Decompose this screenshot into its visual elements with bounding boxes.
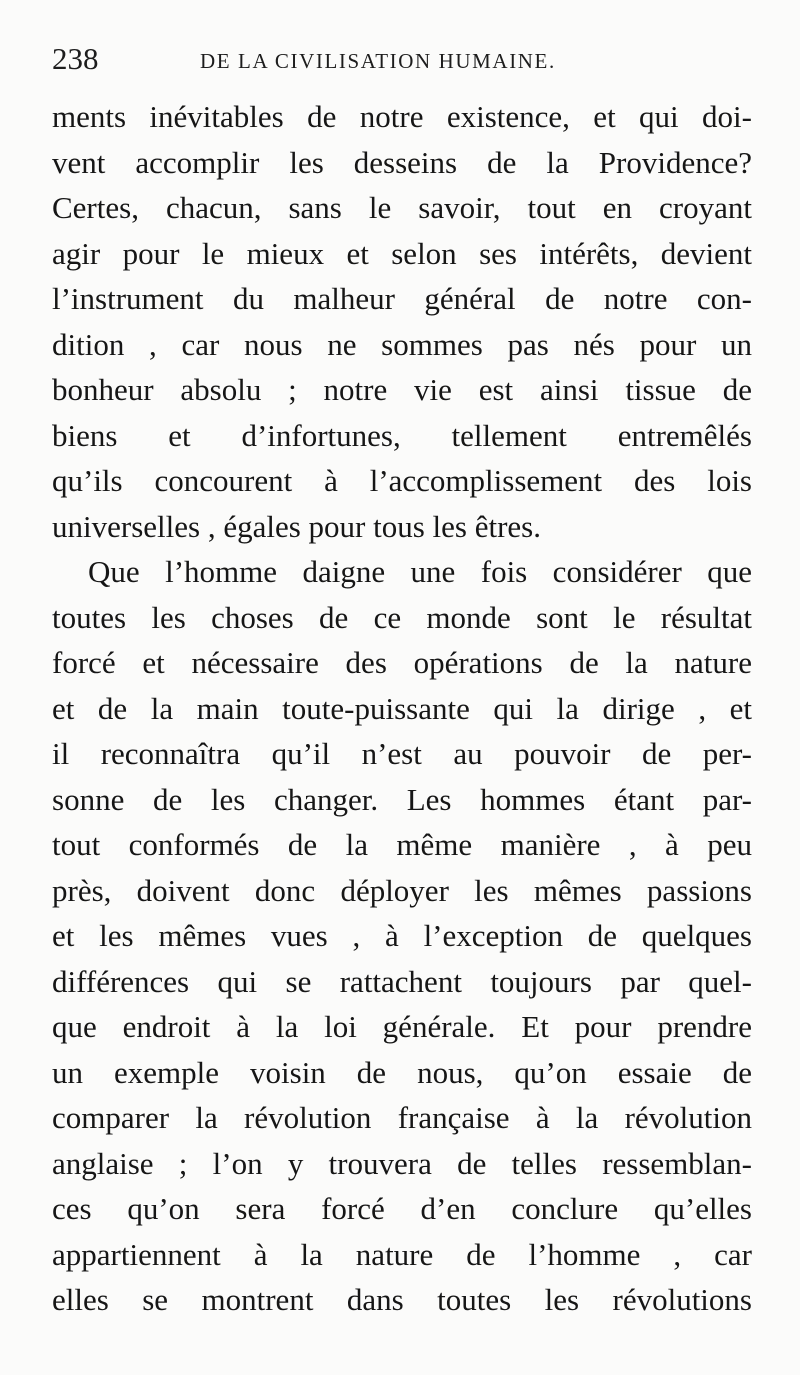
- text-line: vent accomplir les desseins de la Providence?: [52, 144, 752, 180]
- paragraph-first-line: Que l’homme daigne une fois considérer que: [88, 554, 752, 589]
- text-line: et de la main toute-puissante qui la dirige , et: [52, 690, 752, 726]
- text-line: qu’ils concourent à l’accomplissement des lois: [52, 463, 752, 498]
- text-line: différences qui se rattachent toujours par quel-: [52, 963, 752, 999]
- text-line: tout conformés de la même manière , à peu: [52, 827, 752, 862]
- text-line: anglaise ; l’on y trouvera de telles ressemblan-: [52, 1145, 752, 1181]
- text-line: ces qu’on sera forcé d’en conclure qu’elles: [52, 1191, 752, 1226]
- text-line: forcé et nécessaire des opérations de la nature: [52, 645, 752, 680]
- text-line: dition , car nous ne sommes pas nés pour un: [52, 326, 752, 362]
- text-line: que endroit à la loi générale. Et pour prendre: [52, 1009, 752, 1044]
- page-number: 238: [52, 41, 99, 76]
- text-line: sonne de les changer. Les hommes étant par-: [52, 781, 752, 817]
- text-line: l’instrument du malheur général de notre con-: [52, 281, 752, 316]
- text-line: un exemple voisin de nous, qu’on essaie de: [52, 1054, 752, 1090]
- text-line: Certes, chacun, sans le savoir, tout en croyant: [52, 190, 752, 225]
- text-line: il reconnaîtra qu’il n’est au pouvoir de per-: [52, 736, 752, 771]
- running-title: DE LA CIVILISATION HUMAINE.: [200, 49, 556, 73]
- text-line: et les mêmes vues , à l’exception de quelques: [52, 918, 752, 953]
- text-line: comparer la révolution française à la révolution: [52, 1100, 752, 1135]
- text-line: biens et d’infortunes, tellement entremêlés: [52, 417, 752, 453]
- body-text: [52, 94, 752, 1323]
- text-line: près, doivent donc déployer les mêmes passions: [52, 872, 752, 908]
- text-line: toutes les choses de ce monde sont le résultat: [52, 599, 752, 635]
- text-line: appartiennent à la nature de l’homme , car: [52, 1236, 752, 1272]
- text-line: ments inévitables de notre existence, et qui doi-: [52, 99, 752, 134]
- paragraph-end-line: universelles , égales pour tous les êtres.: [52, 508, 541, 544]
- text-line: bonheur absolu ; notre vie est ainsi tissue de: [52, 372, 752, 407]
- text-line: agir pour le mieux et selon ses intérêts, devient: [52, 235, 752, 271]
- text-line: elles se montrent dans toutes les révolutions: [52, 1282, 752, 1317]
- running-header: [52, 42, 752, 82]
